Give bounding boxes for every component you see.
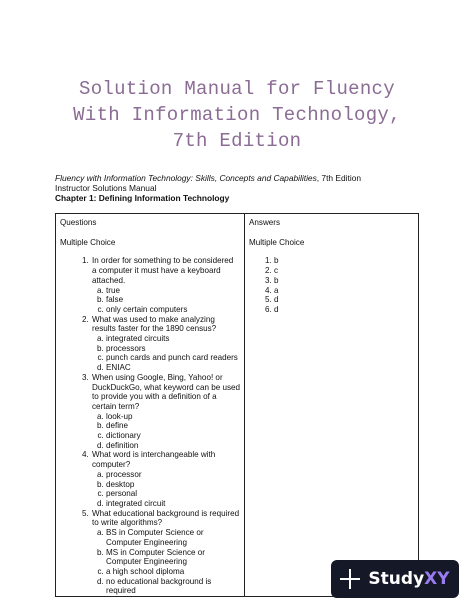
answer-item: 6. d <box>274 305 414 315</box>
option-item: b. false <box>106 295 240 305</box>
option-item: a. BS in Computer Science or Computer Engineering <box>106 528 240 547</box>
option-item: c. punch cards and punch card readers <box>106 353 240 363</box>
answer-item: 5. d <box>274 295 414 305</box>
answer-list <box>249 256 414 314</box>
book-edition: , 7th Edition <box>316 173 362 183</box>
option-item: d. ENIAC <box>106 363 240 373</box>
option-item: b. desktop <box>106 480 240 490</box>
option-list <box>92 286 240 315</box>
option-item: c. a high school diploma <box>106 567 240 577</box>
option-item: b. processors <box>106 344 240 354</box>
title-line-2: With Information Technology, <box>73 104 401 126</box>
answer-item: 4. a <box>274 286 414 296</box>
option-list <box>92 528 240 596</box>
answer-item: 3. b <box>274 276 414 286</box>
book-title: Fluency with Information Technology: Skills, Concepts and Capabilities <box>55 173 317 183</box>
manual-label: Instructor Solutions Manual <box>55 183 157 193</box>
option-list <box>92 334 240 373</box>
question-item <box>91 373 240 451</box>
question-item <box>91 315 240 373</box>
book-subtitle <box>55 173 361 183</box>
answers-column <box>245 214 419 597</box>
answers-section-label: Multiple Choice <box>249 237 305 247</box>
option-item: d. definition <box>106 441 240 451</box>
qa-table <box>55 213 419 597</box>
option-item: a. processor <box>106 470 240 480</box>
questions-header: Questions <box>60 218 97 227</box>
option-list <box>92 470 240 509</box>
question-text: What was used to make analyzing results faster for the 1890 census? <box>92 314 217 334</box>
brand-accent: XY <box>424 569 450 589</box>
option-item: c. personal <box>106 489 240 499</box>
option-item: b. define <box>106 421 240 431</box>
brand-main: Study <box>368 569 425 589</box>
question-text: What educational background is required to write algorithms? <box>92 508 240 528</box>
question-text: When using Google, Bing, Yahoo! or DuckDuckGo, what keyword can be used to provide you with a definition of a certain term? <box>92 372 241 411</box>
option-item: a. integrated circuits <box>106 334 240 344</box>
question-list <box>60 256 240 596</box>
answers-header: Answers <box>249 218 281 227</box>
option-item: d. no educational background is required <box>106 577 240 596</box>
document-title <box>0 76 474 154</box>
question-text: What word is interchangeable with computer? <box>92 450 216 470</box>
studyxy-badge[interactable] <box>331 560 459 598</box>
questions-column <box>56 214 245 597</box>
answer-item: 1. b <box>274 256 414 266</box>
questions-section-label: Multiple Choice <box>60 237 116 247</box>
document-meta <box>55 173 361 203</box>
answer-item: 2. c <box>274 266 414 276</box>
option-list <box>92 412 240 451</box>
brand-name <box>368 569 449 589</box>
option-item: d. integrated circuit <box>106 499 240 509</box>
question-item <box>91 509 240 596</box>
option-item: a. true <box>106 286 240 296</box>
option-item: c. only certain computers <box>106 305 240 315</box>
chapter-heading: Chapter 1: Defining Information Technology <box>55 193 230 203</box>
question-item <box>91 256 240 314</box>
option-item: a. look-up <box>106 412 240 422</box>
option-item: c. dictionary <box>106 431 240 441</box>
question-item <box>91 450 240 508</box>
question-text: In order for something to be considered a computer it must have a keyboard attached. <box>92 256 234 285</box>
option-item: b. MS in Computer Science or Computer Engineering <box>106 548 240 567</box>
plus-icon <box>340 569 360 589</box>
title-line-3: 7th Edition <box>172 130 302 152</box>
title-line-1: Solution Manual for Fluency <box>79 78 395 100</box>
